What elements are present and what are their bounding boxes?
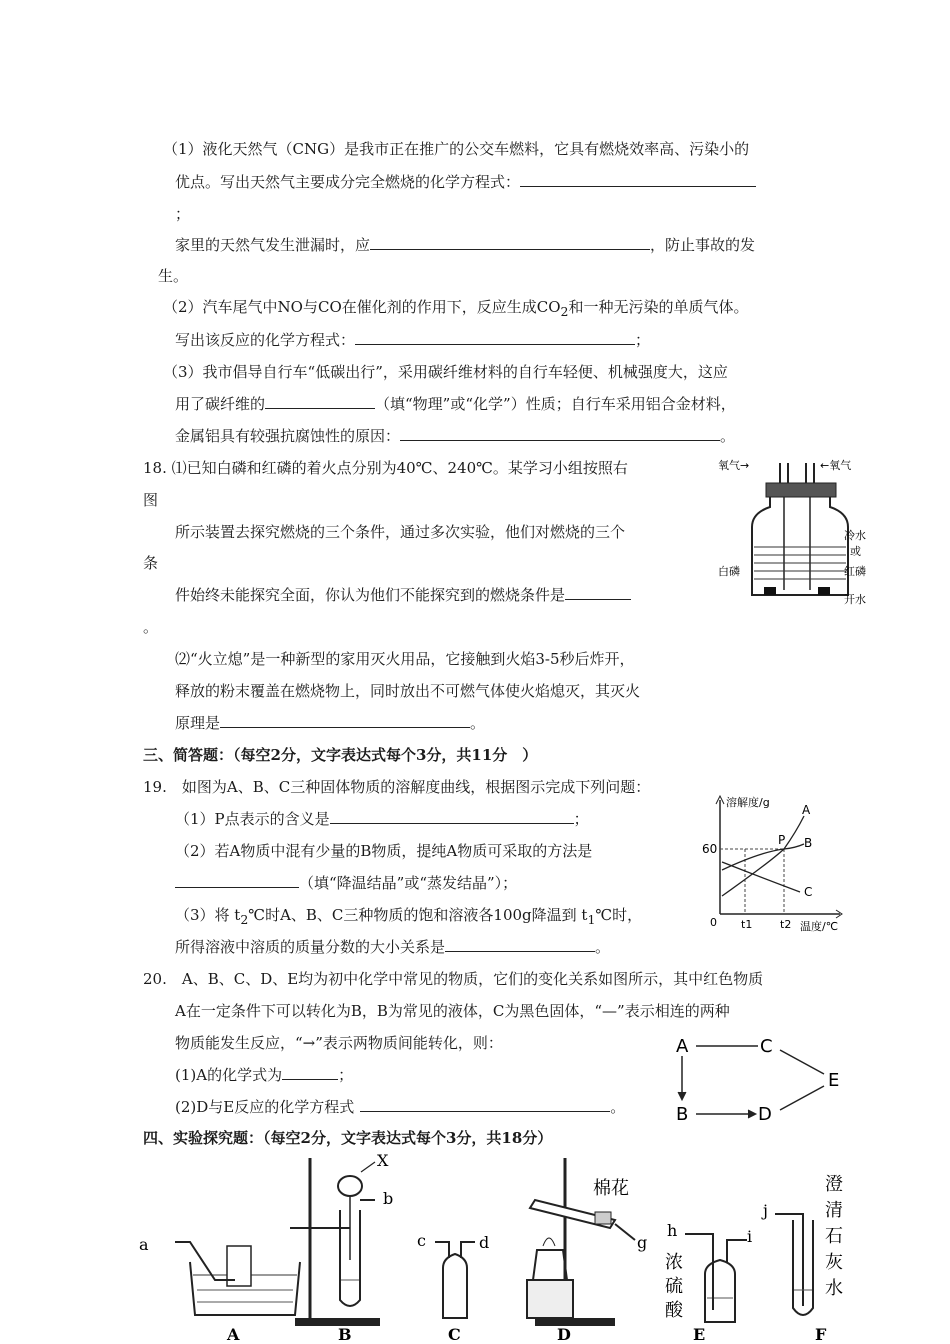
q19-prompt: （1）P点表示的含义是 (175, 810, 330, 828)
node-C: C (760, 1036, 773, 1057)
q18-line6: 。 (143, 618, 159, 636)
y-axis-label: 溶解度/g (726, 796, 770, 809)
label-g: g (637, 1233, 648, 1252)
apparatus-letter-F: F (815, 1325, 827, 1344)
apparatus-D (527, 1158, 647, 1326)
apparatus-C (417, 1231, 489, 1318)
answer-blank[interactable] (370, 235, 650, 250)
q18-line2: 图 (143, 491, 159, 509)
apparatus-F (761, 1174, 843, 1315)
answer-blank[interactable] (175, 873, 299, 888)
hot-water-label: 开水 (844, 593, 866, 606)
cold-water-label: 冷水 (844, 529, 866, 542)
q20-line5 (175, 1097, 625, 1117)
q18-line8: 释放的粉末覆盖在燃烧物上，同时放出不可燃气体使火焰熄灭，其灭火 (175, 682, 641, 700)
q20-line4 (175, 1065, 353, 1085)
q17-text: 和一种无污染的单质气体。 (568, 298, 749, 316)
q17-text: （填“物理”或“化学”）性质；自行车采用铝合金材料， (375, 395, 736, 413)
section-3-heading: 三、简答题：（每空2分，文字表达式每个3分，共11分 ） (143, 746, 538, 764)
q17-part1-line3 (175, 235, 755, 255)
q18-prompt: 原理是 (175, 714, 221, 732)
q17-part3-line3 (175, 426, 735, 446)
q20-line2: A在一定条件下可以转化为B，B为常见的液体，C为黑色固体，“—”表示相连的两种 (175, 1002, 730, 1020)
answer-blank[interactable] (400, 426, 720, 441)
q18-suffix: 。 (470, 714, 486, 732)
q17-part1-line1: （1）液化天然气（CNG）是我市正在推广的公交车燃料，它具有燃烧效率高、污染小的 (163, 140, 750, 158)
label-j: j (763, 1201, 768, 1220)
q17-suffix: ，防止事故的发 (650, 236, 756, 254)
series-label-A: A (802, 803, 811, 817)
q18-line4: 条 (143, 554, 159, 572)
lime-char-4: 灰 (825, 1252, 843, 1273)
red-phosphorus-label: 红磷 (844, 565, 866, 578)
white-phosphorus-label: 白磷 (718, 565, 740, 578)
x-tick-t2: t2 (780, 918, 792, 931)
apparatus-E (665, 1221, 752, 1322)
q17-part2-line2 (175, 330, 650, 350)
q18-prompt: 件始终未能探究全面，你认为他们不能探究到的燃烧条件是 (175, 586, 566, 604)
node-E: E (828, 1070, 840, 1091)
answer-blank[interactable] (445, 937, 595, 952)
q17-prompt: 家里的天然气发生泄漏时，应 (175, 236, 371, 254)
q19-suffix: ； (573, 810, 589, 828)
label-h: h (667, 1221, 678, 1240)
answer-blank[interactable] (355, 330, 635, 345)
q18-line1: 18. ⑴已知白磷和红磷的着火点分别为40℃、240℃。某学习小组按照右 (143, 459, 628, 477)
label-a: a (139, 1235, 149, 1254)
q17-prompt: 金属铝具有较强抗腐蚀性的原因： (175, 427, 401, 445)
q19-text: ℃时A、B、C三种物质的饱和溶液各100g降温到 t (248, 906, 588, 924)
lime-char-1: 澄 (825, 1174, 843, 1195)
apparatus-letter-A: A (227, 1325, 240, 1344)
x-axis-label: 温度/℃ (800, 920, 839, 933)
q17-semicolon: ； (175, 205, 191, 223)
answer-blank[interactable] (265, 394, 375, 409)
answer-blank[interactable] (330, 809, 574, 824)
x-tick-t1: t1 (741, 918, 753, 931)
apparatus-B (290, 1151, 393, 1326)
curve-A (722, 816, 804, 896)
label-i: i (747, 1227, 753, 1246)
q19-line3: （2）若A物质中混有少量的B物质，提纯A物质可采取的方法是 (175, 842, 593, 860)
lime-char-5: 水 (825, 1278, 843, 1299)
apparatus-letter-D: D (557, 1325, 571, 1344)
lime-char-2: 清 (825, 1200, 843, 1221)
q18-line3: 所示装置去探究燃烧的三个条件，通过多次实验，他们对燃烧的三个 (175, 523, 626, 541)
series-label-B: B (804, 836, 813, 850)
q19-line1: 19. 如图为A、B、C三种固体物质的溶解度曲线，根据图示完成下列问题： (143, 778, 651, 796)
subscript: 1 (587, 912, 596, 927)
origin-label: 0 (710, 916, 717, 929)
q18-line9 (175, 713, 485, 733)
q17-text: （2）汽车尾气中NO与CO在催化剂的作用下，反应生成CO (163, 298, 561, 316)
label-X: X (377, 1151, 389, 1170)
section-4-heading: 四、实验探究题：（每空2分，文字表达式每个3分，共18分） (143, 1129, 553, 1147)
answer-blank[interactable] (360, 1097, 610, 1112)
cotton-label: 棉花 (593, 1178, 629, 1199)
q17-prompt: 优点。写出天然气主要成分完全燃烧的化学方程式： (175, 173, 521, 191)
apparatus-letter-E: E (693, 1325, 706, 1344)
solubility-curve-chart (700, 792, 850, 937)
subscript: 2 (560, 304, 569, 319)
or-label: 或 (850, 545, 861, 558)
q19-prompt: 所得溶液中溶质的质量分数的大小关系是 (175, 938, 446, 956)
q19-line2 (175, 809, 589, 829)
answer-blank[interactable] (220, 713, 470, 728)
q17-prompt: 用了碳纤维的 (175, 395, 266, 413)
q17-part2-line1 (163, 297, 749, 322)
q20-line1: 20. A、B、C、D、E均为初中化学中常见的物质，它们的变化关系如图所示，其中红色物质 (143, 970, 764, 988)
q19-suffix: 。 (595, 938, 611, 956)
apparatus-A (139, 1235, 300, 1315)
q20-prompt: (2)D与E反应的化学方程式 (175, 1098, 355, 1116)
subscript: 2 (240, 912, 249, 927)
point-label-P: P (778, 833, 786, 847)
q17-suffix: ； (635, 331, 651, 349)
q20-suffix: 。 (610, 1098, 626, 1116)
lab-apparatus-figure (135, 1150, 875, 1344)
q18-line5 (175, 585, 631, 605)
node-D: D (758, 1104, 772, 1125)
node-A: A (676, 1036, 689, 1057)
y-tick-60: 60 (702, 842, 718, 856)
q17-part1-line2 (175, 172, 756, 192)
q18-line7: ⑵“火立熄”是一种新型的家用灭火用品，它接触到火焰3-5秒后炸开， (175, 650, 635, 668)
answer-blank[interactable] (520, 172, 756, 187)
label-d: d (479, 1233, 490, 1252)
apparatus-letter-B: B (338, 1325, 352, 1344)
combustion-apparatus-figure (718, 455, 878, 615)
apparatus-letter-C: C (448, 1325, 461, 1344)
substance-relation-diagram (668, 1030, 858, 1130)
q20-prompt: (1)A的化学式为 (175, 1066, 283, 1084)
label-b: b (383, 1189, 394, 1208)
oxygen-left-label: 氧气→ (718, 459, 750, 472)
q20-suffix: ； (338, 1066, 354, 1084)
q19-line4 (175, 873, 517, 893)
q19-line5 (175, 905, 642, 930)
q17-prompt: 写出该反应的化学方程式： (175, 331, 356, 349)
oxygen-right-label: ←氧气 (820, 459, 852, 472)
series-label-C: C (804, 885, 813, 899)
sulfuric-char-1: 浓 (665, 1252, 683, 1273)
q17-suffix: 。 (720, 427, 736, 445)
answer-blank[interactable] (282, 1065, 338, 1080)
label-c: c (417, 1231, 426, 1250)
q19-text: ℃时， (595, 906, 643, 924)
q19-text: （填“降温结晶”或“蒸发结晶”）； (299, 874, 518, 892)
q17-part1-line4: 生。 (158, 267, 189, 285)
sulfuric-char-2: 硫 (665, 1276, 683, 1297)
sulfuric-char-3: 酸 (665, 1300, 683, 1321)
node-B: B (676, 1104, 689, 1125)
q17-part3-line2 (175, 394, 736, 414)
lime-char-3: 石 (825, 1226, 843, 1247)
q19-line6 (175, 937, 610, 957)
q19-text: （3）将 t (175, 906, 241, 924)
q20-line3: 物质能发生反应，“→”表示两物质间能转化，则： (175, 1034, 503, 1052)
q17-part3-line1: （3）我市倡导自行车“低碳出行”，采用碳纤维材料的自行车轻便、机械强度大，这应 (163, 363, 728, 381)
answer-blank[interactable] (565, 585, 631, 600)
